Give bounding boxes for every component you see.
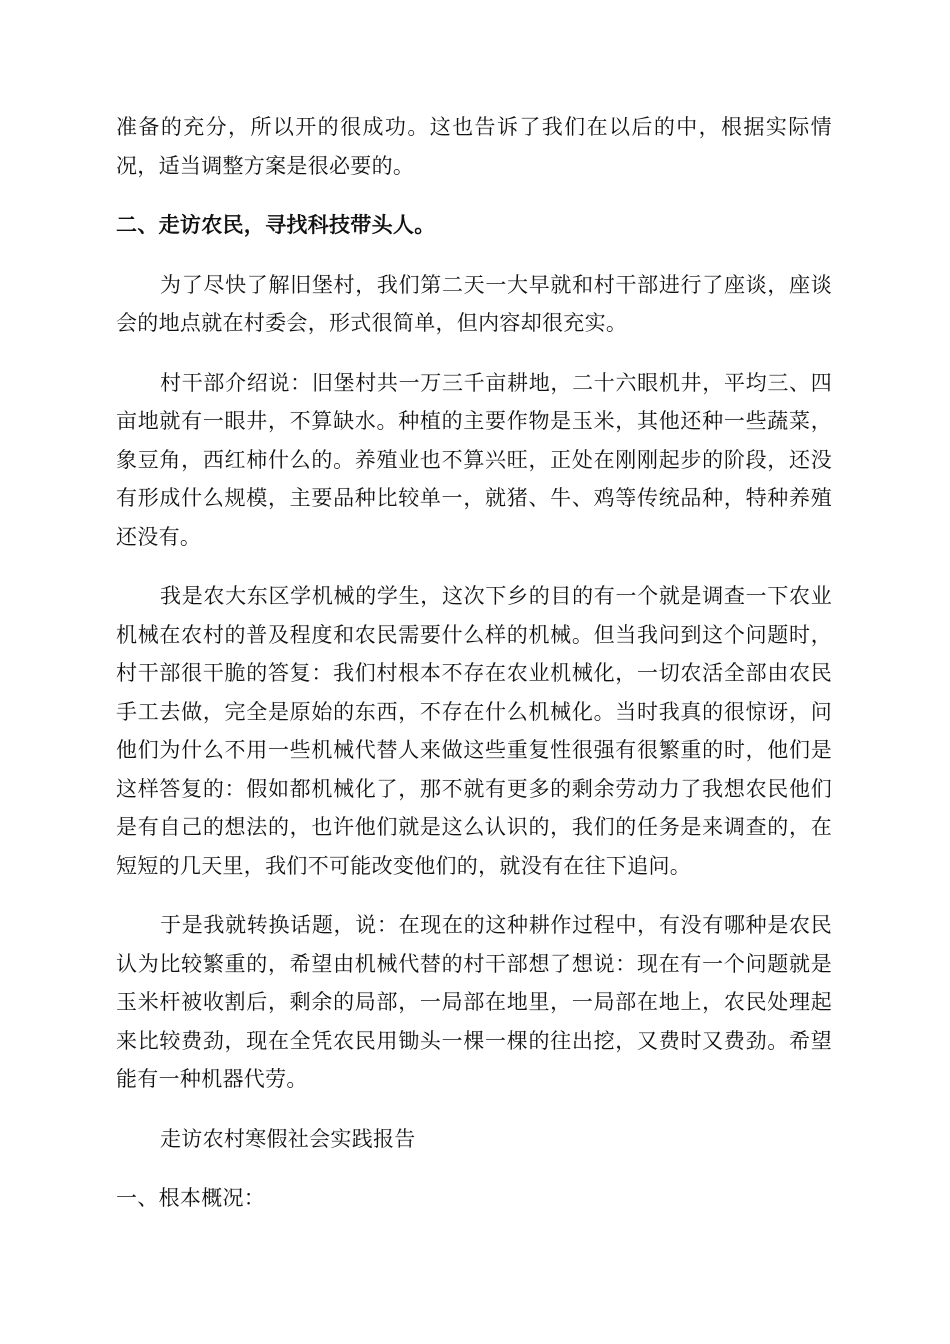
- paragraph-topic-change: 于是我就转换话题，说：在现在的这种耕作过程中，有没有哪种是农民认为比较繁重的，希望由机械代替的村干部想了想说：现在有一个问题就是玉米杆被收割后，剩余的局部，一局部在地里，一局部在地上，农民处理起来比较费劲，现在全凭农民用锄头一棵一棵的往出挖，又费时又费劲。希望能有一种机器代劳。: [116, 913, 832, 1091]
- report-title: 走访农村寒假社会实践报告: [160, 1126, 416, 1151]
- paragraph-mechanization: 我是农大东区学机械的学生，这次下乡的目的有一个就是调查一下农业机械在农村的普及程度和农民需要什么样的机械。但当我问到这个问题时，村干部很干脆的答复：我们村根本不存在农业机械化，一切农活全部由农民手工去做，完全是原始的东西，不存在什么机械化。当时我真的很惊讶，问他们为什么不用一些机械代替人来做这些重复性很强有很繁重的时，他们是这样答复的：假如都机械化了，那不就有更多的剩余劳动力了我想农民他们是有自己的想法的，也许他们就是这么认识的，我们的任务是来调查的，在短短的几天里，我们不可能改变他们的，就没有在往下追问。: [116, 584, 832, 878]
- document-page: [116, 108, 832, 1218]
- section-heading: 二、走访农民，寻找科技带头人。: [116, 212, 436, 237]
- paragraph-symposium: 为了尽快了解旧堡村，我们第二天一大早就和村干部进行了座谈，座谈会的地点就在村委会，形式很简单，但内容却很充实。: [116, 272, 832, 335]
- section-heading-overview: 一、根本概况：: [116, 1186, 266, 1210]
- paragraph-continuation: 准备的充分，所以开的很成功。这也告诉了我们在以后的中，根据实际情况，适当调整方案是很必要的。: [116, 115, 832, 178]
- paragraph-village-intro: 村干部介绍说：旧堡村共一万三千亩耕地，二十六眼机井，平均三、四亩地就有一眼井，不算缺水。种植的主要作物是玉米，其他还种一些蔬菜，象豆角，西红柿什么的。养殖业也不算兴旺，正处在刚刚起步的阶段，还没有形成什么规模，主要品种比较单一，就猪、牛、鸡等传统品种，特种养殖还没有。: [116, 370, 832, 549]
